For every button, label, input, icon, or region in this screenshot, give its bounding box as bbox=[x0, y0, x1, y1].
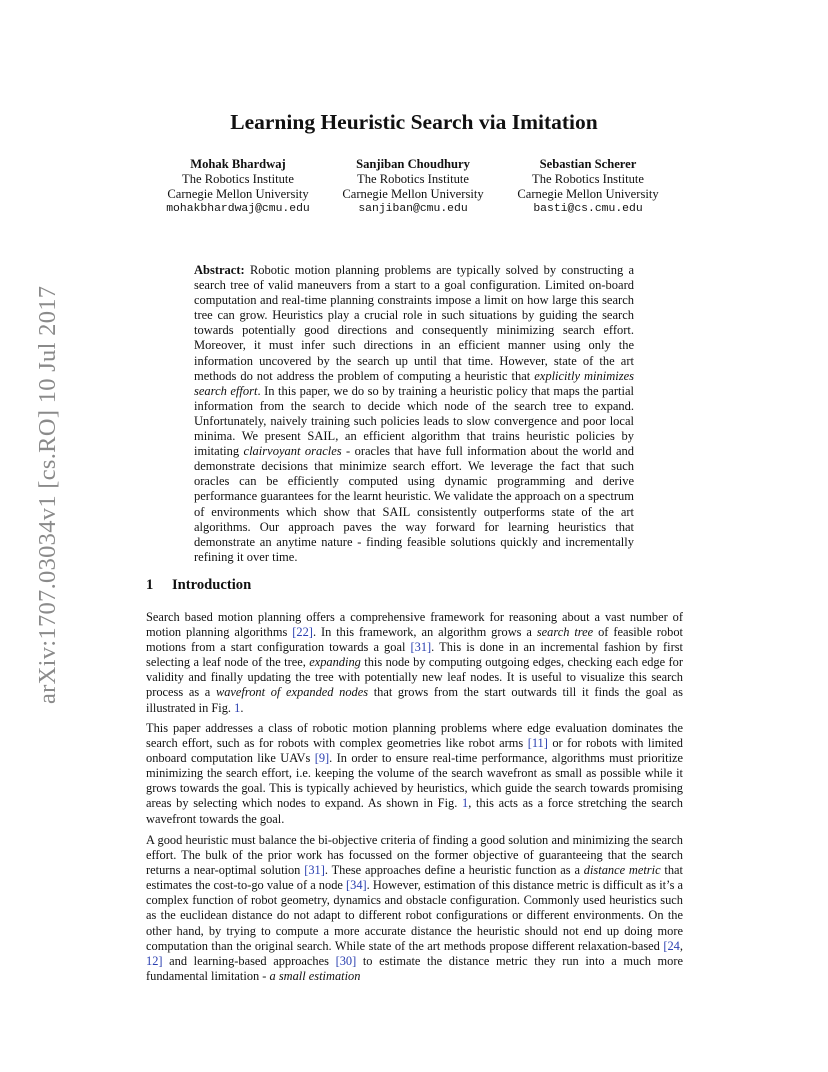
paper-title: Learning Heuristic Search via Imitation bbox=[230, 110, 598, 134]
paragraph-text: A good heuristic must balance the bi-objective criteria of finding a good solution and minimizing the search effort. The bulk of the prior work has focussed on the former objective of guaranteeing that the search returns a near-optimal solution bbox=[146, 833, 683, 878]
section-title: Introduction bbox=[172, 577, 252, 593]
citation-link[interactable]: 12] bbox=[146, 953, 163, 968]
citation-link[interactable]: [9] bbox=[314, 751, 330, 766]
citation-link[interactable]: [30] bbox=[335, 953, 357, 968]
citation-separator: , bbox=[679, 938, 683, 953]
emphasis: distance metric bbox=[583, 863, 661, 878]
paragraph-text: this node by computing outgoing edges, checking each edge for validity and finally updating the tree with potentially new leaf nodes. It is useful to visualize this search process as a bbox=[146, 655, 683, 700]
author-2 bbox=[313, 157, 513, 217]
author-affiliation: Carnegie Mellon University bbox=[517, 187, 659, 201]
author-affiliation: The Robotics Institute bbox=[182, 172, 294, 186]
abstract-text: - oracles that have full information about the world and demonstrate decisions that minimize search effort. We leverage the fact that such oracles can be efficiently computed using dynamic programming and derive performance guarantees for the learnt heuristic. We validate the approach on a spectrum of environments which show that bbox=[194, 444, 634, 519]
author-name: Mohak Bhardwaj bbox=[190, 157, 286, 171]
author-3 bbox=[488, 157, 688, 217]
abstract-text: consistently outperforms state of the art algorithms. Our approach paves the way forward for learning heuristics that demonstrate an anytime nature - finding feasible solutions quickly and incrementally refining it over time. bbox=[194, 504, 635, 564]
author-1 bbox=[138, 157, 338, 217]
citation-link[interactable]: [34] bbox=[346, 878, 367, 893]
paragraph-text: Search based motion planning offers a comprehensive framework for reasoning about a vast number of motion planning algorithms bbox=[146, 610, 683, 640]
paragraph-text: that estimates the cost-to-go value of a node bbox=[146, 863, 684, 893]
paragraph bbox=[146, 833, 683, 984]
abstract-text: . In this paper, we do so by training a heuristic policy that maps the partial information from the search to decide which node of the search tree to expand. Unfortunately, naively training such policies leads to slow convergence and poor local minima. We present bbox=[194, 383, 634, 444]
paragraph-text: . In this framework, an algorithm grows a bbox=[312, 625, 532, 640]
arxiv-stamp[interactable]: arXiv:1707.03034v1 [cs.RO] 10 Jul 2017 bbox=[34, 285, 61, 704]
paragraph-text: of feasible robot motions from a start configuration towards a goal bbox=[146, 625, 683, 655]
algorithm-name: SAIL bbox=[307, 429, 336, 444]
author-email[interactable]: mohakbhardwaj@cmu.edu bbox=[166, 203, 310, 215]
abstract-label: Abstract: bbox=[194, 263, 245, 277]
paragraph-text: that grows from the start outwards till it finds the goal as illustrated in Fig. bbox=[146, 685, 683, 715]
paragraph-text: or for robots with limited onboard computation like UAVs bbox=[146, 736, 683, 766]
paragraph-text: . In order to ensure real-time performance, algorithms must prioritize minimizing the search effort, i.e. keeping the volume of the search wavefront as small as possible while it grows towards the goal. This is typically achieved by heuristics, which guide the search towards promising areas by selecting which nodes to expand. As shown in Fig. bbox=[146, 751, 684, 811]
citation-link[interactable]: [31] bbox=[304, 863, 325, 878]
paragraph-text: to estimate the distance metric they run into a much more fundamental limitation - bbox=[146, 953, 683, 983]
paragraph-text: , this acts as a force stretching the search wavefront towards the goal. bbox=[146, 796, 684, 826]
abstract-emphasis: explicitly minimizes search effort bbox=[194, 368, 635, 398]
paragraph-text: This paper addresses a class of robotic motion planning problems where edge evaluation dominates the search effort, such as for robots with complex geometries like robot arms bbox=[146, 721, 683, 751]
citation-link[interactable]: [22] bbox=[292, 625, 313, 640]
paragraph bbox=[146, 610, 683, 716]
paragraph-text: . This is done in an incremental fashion by first selecting a leaf node of the tree, bbox=[146, 640, 683, 670]
author-affiliation: Carnegie Mellon University bbox=[342, 187, 484, 201]
paragraph bbox=[146, 721, 683, 827]
abstract-emphasis: clairvoyant oracles bbox=[243, 444, 342, 459]
figure-link[interactable]: 1 bbox=[462, 796, 469, 811]
citation-link[interactable]: [11] bbox=[527, 736, 548, 751]
author-affiliation: The Robotics Institute bbox=[532, 172, 644, 186]
section-number: 1 bbox=[146, 577, 154, 593]
abstract-text: , an efficient algorithm that trains heuristic policies by imitating bbox=[194, 429, 635, 459]
citation-link[interactable]: [31] bbox=[410, 640, 432, 655]
citation-link[interactable]: [24 bbox=[663, 938, 680, 953]
abstract bbox=[194, 263, 634, 565]
paragraph-text: . bbox=[240, 700, 244, 715]
section-heading bbox=[146, 577, 251, 594]
emphasis: search tree bbox=[536, 625, 594, 640]
paragraph-text: . These approaches define a heuristic function as a bbox=[324, 863, 580, 878]
author-name: Sebastian Scherer bbox=[539, 157, 637, 171]
abstract-text: Robotic motion planning problems are typically solved by constructing a search tree of valid maneuvers from a start to a goal configuration. Limited on-board computation and real-time planning constraints impose a limit on how large this search tree can grow. Heuristics play a crucial role in such situations by guiding the search towards potentially good directions and consequently minimizing search effort. Moreover, it must infer such directions in an efficient manner using only the information uncovered by the search up until that time. However, state of the art methods do not address the problem of computing a heuristic that bbox=[194, 263, 634, 383]
algorithm-name: SAIL bbox=[382, 504, 411, 519]
emphasis: a small estimation bbox=[269, 968, 361, 983]
paragraph-text: and learning-based approaches bbox=[169, 953, 329, 968]
emphasis: expanding bbox=[309, 655, 361, 670]
paragraph-text: . However, estimation of this distance metric is difficult as it’s a complex function of robot geometry, dynamics and obstacle configuration. Commonly used heuristics such as the euclidean distance do not adapt to different robot configurations or different environments. On the other hand, by trying to compute a more accurate distance the heuristic should not end up doing more computation than the original search. While state of the art methods propose different relaxation-based bbox=[146, 878, 684, 953]
author-name: Sanjiban Choudhury bbox=[356, 157, 470, 171]
author-affiliation: Carnegie Mellon University bbox=[167, 187, 309, 201]
author-affiliation: The Robotics Institute bbox=[357, 172, 469, 186]
figure-link[interactable]: 1 bbox=[234, 700, 241, 715]
author-email[interactable]: sanjiban@cmu.edu bbox=[358, 203, 468, 215]
author-email[interactable]: basti@cs.cmu.edu bbox=[533, 203, 643, 215]
emphasis: wavefront of expanded nodes bbox=[215, 685, 369, 700]
